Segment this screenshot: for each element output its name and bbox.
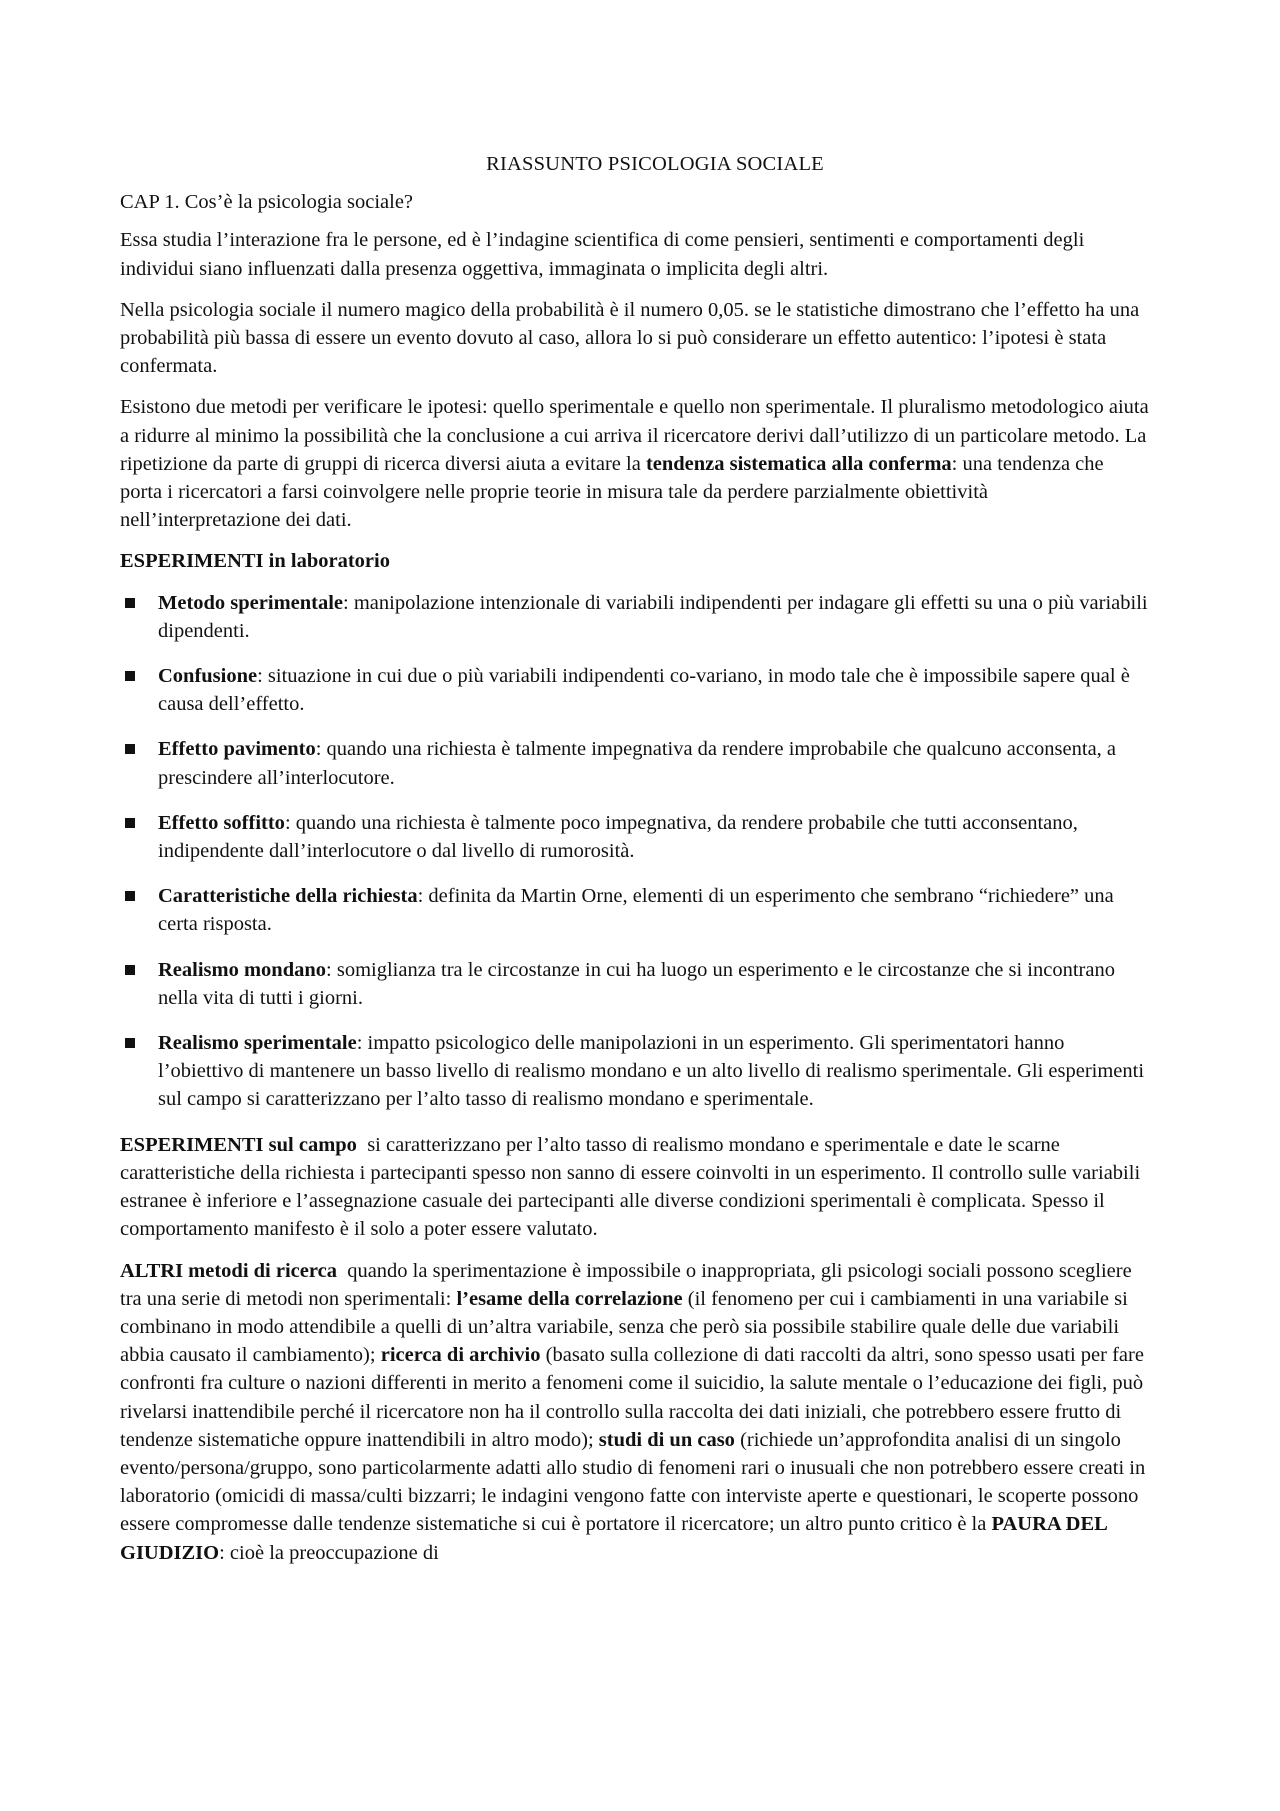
other-methods-text-5: : cioè la preoccupazione di — [219, 1541, 439, 1564]
list-item — [120, 589, 1150, 645]
definition-term: Effetto pavimento — [158, 738, 316, 761]
intro-paragraph: Essa studia l’interazione fra le persone, ed è l’indagine scientifica di come pensieri, sentimenti e comportamenti degli individui siano influenzati dalla presenza oggettiva, immaginata o implicita degli altri. — [120, 229, 1085, 280]
list-item — [120, 662, 1150, 718]
probability-paragraph: Nella psicologia sociale il numero magico della probabilità è il numero 0,05. se le statistiche dimostrano che l’effetto ha una probabilità più bassa di essere un evento dovuto al caso, allora lo si può considerare un effetto autentico: l’ipotesi è stata confermata. — [120, 298, 1140, 378]
definition-term: Confusione — [158, 665, 258, 688]
list-item — [120, 1029, 1150, 1114]
document-title: RIASSUNTO PSICOLOGIA SOCIALE — [486, 153, 824, 175]
field-experiments-text: si caratterizzano per l’alto tasso di realismo mondano e sperimentale e date le scarne caratteristiche della richiesta i partecipanti spesso non sanno di essere coinvolti in un esperimento. Il controllo sulle variabili estranee è inferiore e l’assegnazione casuale dei partecipanti alle diverse condizioni sperimentali è complicata. Spesso il comportamento manifesto è il solo a poter essere valutato. — [120, 1133, 1146, 1241]
list-item — [120, 735, 1150, 791]
other-methods-heading: ALTRI metodi di ricerca — [120, 1259, 337, 1282]
other-methods-paragraph — [120, 1257, 1150, 1567]
methods-text-after: : una tendenza che porta i ricercatori a farsi coinvolgere nelle proprie teorie in misura tale da perdere parzialmente obiettività nell’interpretazione dei dati. — [120, 452, 1104, 532]
definition-text: : somiglianza tra le circostanze in cui ha luogo un esperimento e le circostanze che si incontrano nella vita di tutti i giorni. — [158, 958, 1115, 1009]
definition-text: : situazione in cui due o più variabili indipendenti co-variano, in modo tale che è impossibile sapere qual è causa dell’effetto. — [158, 665, 1130, 716]
chapter-heading: CAP 1. Cos’è la psicologia sociale? — [120, 191, 414, 214]
fear-of-judgment-term: PAURA DEL GIUDIZIO — [120, 1513, 1107, 1564]
definition-text: : quando una richiesta è talmente impegnativa da rendere improbabile che qualcuno acconsenta, a prescindere all’interlocutore. — [158, 738, 1117, 789]
definition-term: Realismo sperimentale — [158, 1032, 357, 1055]
other-methods-text-4: (richiede un’approfondita analisi di un singolo evento/persona/gruppo, sono particolarmente adatti allo studio di fenomeni rari o inusuali che non potrebbero essere creati in laboratorio (omicidi di massa/culti bizzarri; le indagini vengono fatte con interviste aperte e questionari, le scoperte possono essere compromesse dalle tendenze sistematiche si cui è portatore il ricercatore; un altro punto critico è la — [120, 1428, 1146, 1536]
definition-text: : impatto psicologico delle manipolazioni in un esperimento. Gli sperimentatori hanno l’obiettivo di mantenere un basso livello di realismo mondano e un alto livello di realismo sperimentale. Gli esperimenti sul campo si caratterizzano per l’alto tasso di realismo mondano e sperimentale. — [158, 1032, 1145, 1111]
square-bullet-icon — [125, 598, 135, 608]
square-bullet-icon — [125, 965, 135, 975]
case-study-term: studi di un caso — [598, 1428, 735, 1451]
field-experiments-paragraph — [120, 1131, 1150, 1244]
field-experiments-heading: ESPERIMENTI sul campo — [120, 1133, 357, 1156]
square-bullet-icon — [125, 891, 135, 901]
definition-term: Metodo sperimentale — [158, 591, 344, 614]
square-bullet-icon — [125, 744, 135, 754]
definition-text: : definita da Martin Orne, elementi di un esperimento che sembrano “richiedere” una certa risposta. — [158, 885, 1114, 936]
list-item — [120, 809, 1150, 865]
methods-text-before: Esistono due metodi per verificare le ipotesi: quello sperimentale e quello non sperimentale. Il pluralismo metodologico aiuta a ridurre al minimo la possibilità che la conclusione a cui arriva il ricercatore derivi dall’utilizzo di un particolare metodo. La ripetizione da parte di gruppi di ricerca diversi aiuta a evitare la — [120, 396, 1149, 475]
methods-paragraph — [120, 393, 1150, 534]
definition-term: Effetto soffitto — [158, 811, 285, 834]
definition-text: : quando una richiesta è talmente poco impegnativa, da rendere probabile che tutti acconsentano, indipendente dall’interlocutore o dal livello di rumorosità. — [158, 811, 1078, 863]
definition-term: Caratteristiche della richiesta — [158, 885, 418, 908]
definition-term: Realismo mondano — [158, 958, 327, 981]
other-methods-text-1: quando la sperimentazione è impossibile o inappropriata, gli psicologi sociali possono scegliere tra una serie di metodi non sperimentali: — [120, 1259, 1137, 1310]
list-item — [120, 956, 1150, 1012]
square-bullet-icon — [125, 671, 135, 681]
other-methods-text-3: (basato sulla collezione di dati raccolti da altri, sono spesso usati per fare confronti fra culture o nazioni differenti in merito a fenomeni come il suicidio, la salute mentale o l’educazione dei figli, può rivelarsi inattendibile perché il ricercatore non ha il controllo sulla raccolta dei dati iniziali, che potrebbero essere frutto di tendenze sistematiche oppure inattendibili in altro modo); — [120, 1344, 1144, 1451]
definition-text: : manipolazione intenzionale di variabili indipendenti per indagare gli effetti su una o più variabili dipendenti. — [158, 591, 1148, 642]
lab-experiments-heading: ESPERIMENTI in laboratorio — [120, 550, 390, 573]
definitions-list — [120, 589, 1150, 1114]
archive-research-term: ricerca di archivio — [380, 1344, 541, 1367]
correlation-term: l’esame della correlazione — [456, 1287, 683, 1310]
square-bullet-icon — [125, 818, 135, 828]
list-item — [120, 882, 1150, 938]
other-methods-text-2: (il fenomeno per cui i cambiamenti in una variabile si combinano in modo attendibile a quelli di un’altra variabile, senza che però sia possibile stabilire quale delle due variabili abbia causato il cambiamento); — [120, 1287, 1128, 1367]
square-bullet-icon — [125, 1038, 135, 1048]
methods-bold-term: tendenza sistematica alla conferma — [645, 452, 952, 475]
